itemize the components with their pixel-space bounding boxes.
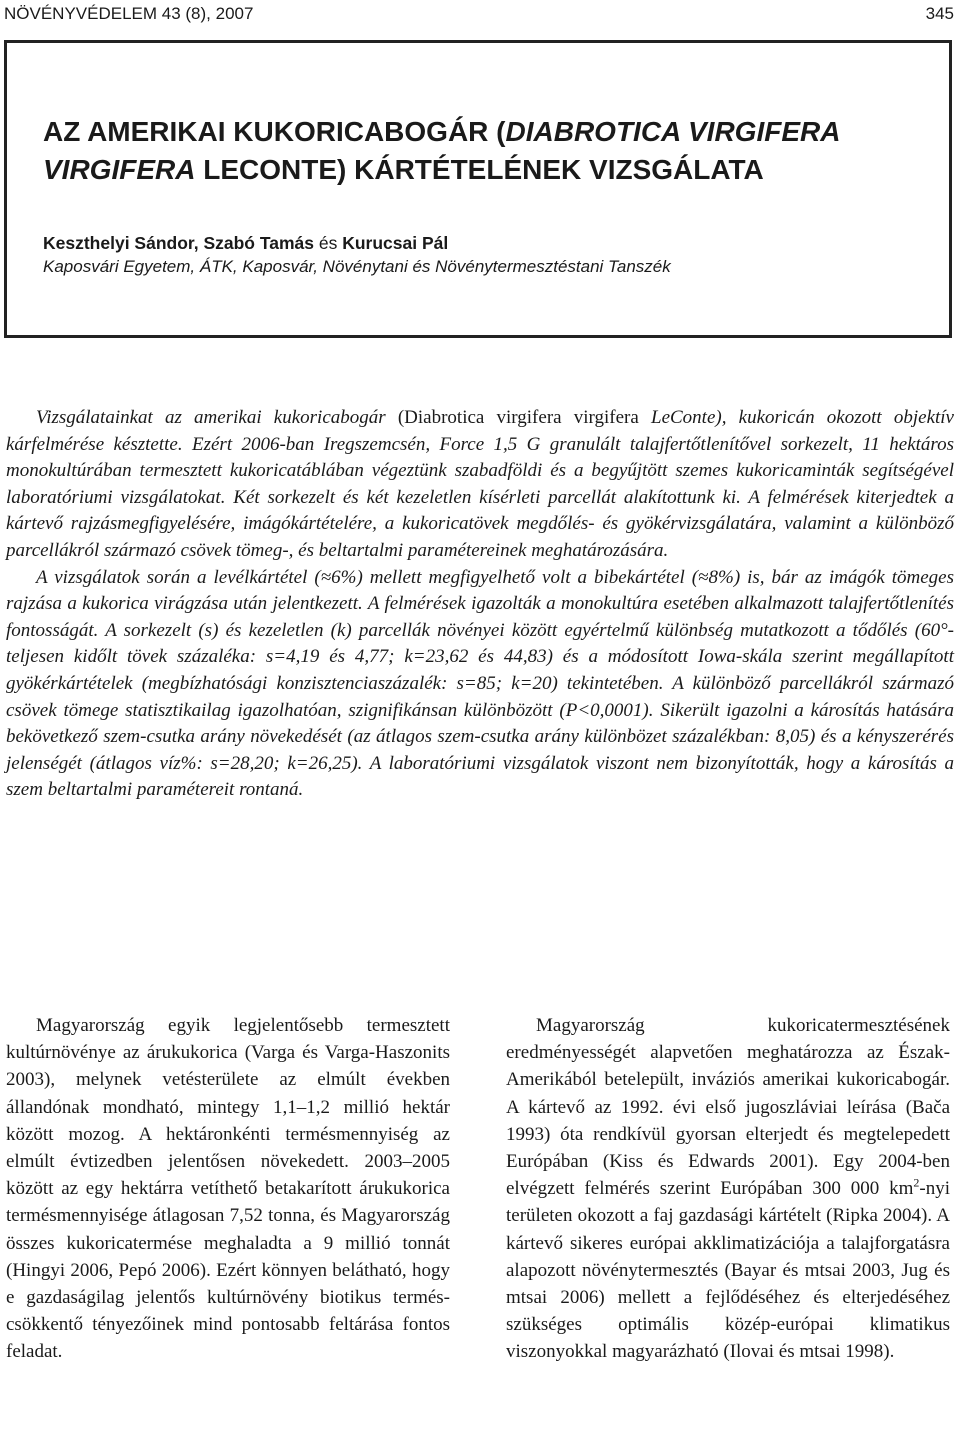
author-conjunction: és: [314, 233, 343, 253]
body-right-text-a: Magyarország kukoricatermesztésének eredményességét alapvetően meghatározza az Észak-Amerikából betelepült, inváziós amerikai kukoricabogár. A kártevő az 1992. évi első jugoszláviai leírása (Bača 1993) óta rendkívül gyorsan elterjedt és megtelepedett Európában (Kiss és Edwards 2001). Egy 2004-ben elvégzett felmérés szerint Európában 300 000 km: [506, 1015, 950, 1200]
affiliation: Kaposvári Egyetem, ÁTK, Kaposvár, Növénytani és Növénytermesztéstani Tanszék: [43, 257, 671, 276]
article-title: [43, 113, 923, 189]
journal-citation: NÖVÉNYVÉDELEM 43 (8), 2007: [4, 4, 254, 23]
abstract-p1-e: Ezért 2006-ban Iregszemcsén, Force 1,5 G granulált talajfertőtlenítővel sorkezelt, 11 hektáros monokultúrában termesztett kukoricatáblában végeztünk szabadföldi és a begyűjtött szemes kukoricaminták segítségével laboratóriumi vizsgálatokat. Két sorkezelt és két kezeletlen kísérleti parcellát alakítottunk ki. A felmérések kiterjedtek a kártevő rajzásmegfigyelésére, imágókártételére, a kukoricatövek megdőlés- és gyökérvizsgálatára, valamint a különböző parcellákról származó csövek tömeg-, és beltartalmi paramétereinek meghatározására.: [6, 433, 954, 561]
body-column-left: [6, 1012, 450, 1366]
abstract-p1-a: Vizsgálatainkat az amerikai kukoricabogár: [36, 407, 398, 428]
abstract: [6, 405, 954, 804]
abstract-paragraph-2: [6, 565, 954, 804]
page-number: 345: [925, 4, 954, 23]
abstract-paragraph-1: [6, 405, 954, 565]
body-right-text-b: -nyi területen okozott a faj gazdasági kártételt (Ripka 2004). A kártevő sikeres európai akklimatizációja a talajforgatásra alapozott növénytermesztés (Bayar és mtsai 2003, Jug és mtsai 2006) mellett a fejlődéséhez és elterjedéséhez szükséges optimális közép-európai klimatikus viszonyokkal magyarázható (Ilovai és mtsai 1998).: [506, 1178, 950, 1363]
body-paragraph-right: [506, 1012, 950, 1366]
body-paragraph-left: [6, 1012, 450, 1366]
author-name-last: Kurucsai Pál: [342, 233, 449, 253]
abstract-species-name: (Diabrotica virgifera virgifera: [397, 407, 651, 428]
author-names: Keszthelyi Sándor, Szabó Tamás: [43, 233, 315, 253]
abstract-p2-text: A vizsgálatok során a levélkártétel (≈6%) mellett megfigyelhető volt a bibekártétel (≈8%) is, bár az imágók tömeges rajzása a kukorica virágzása után jelentkezett. A felmérések igazolták a monokultúra esetében alkalmazott talajfertőtlenítés fontosságát. A sorkezelt (s) és kezeletlen (k) parcellák növényei között egyértelmű különbség mutatkozott a tődőlés (60°-teljesen kidőlt tövek százaléka: s=4,19 és 4,77; k=23,62 és 44,83) és a módosított Iowa-skála szerint megállapított gyökérkártételek (megbízhatósági konzisztenciaszázalék: s=85; k=20) tekintetében. A különböző parcellákról származó csövek tömege statisztikailag igazolhatóan, szignifikánsan különbözött (P<0,0001). Sikerült igazolni a károsítás hatására bekövetkező szem-csutka arány növekedését (az átlagos szem-csutka arány különbözet százalékban: 8,05) és a kényszerérés jelenségét (átlagos víz%: s=28,20; k=26,25). A laboratóriumi vizsgálatok viszont nem bizonyították, hogy a károsítás a szem beltartalmi paramétereit rontaná.: [6, 566, 954, 801]
abstract-species-author: LeConte: [651, 407, 716, 428]
title-line2-plain: LECONTE) KÁRTÉTELÉNEK VIZSGÁLATA: [195, 154, 764, 185]
body-left-text: Magyarország egyik legjelentősebb termesztett kultúrnövénye az árukukorica (Varga és Varga-Haszonits 2003), melynek vetésterülete az elmúlt években állandónak mondható, mintegy 1,1–1,2 millió hektár között mozog. A hektáronkénti termésmennyiség az elmúlt évtizedben jelentősen növekedett. 2003–2005 között az egy hektárra vetíthető betakarított árukukorica termésmennyisége átlagosan 7,52 tonna, és Magyarország összes kukoricatermése meghaladta a 9 millió tonnát (Hingyi 2006, Pepó 2006). Ezért könnyen belátható, hogy e gazdaságilag jelentős kultúrnövény biotikus termés-csökkentő tényezőinek mind pontosabb feltárása fontos feladat.: [6, 1015, 450, 1363]
title-line1-italic: DIABROTICA VIRGIFERA: [505, 116, 841, 147]
superscript-2: 2: [913, 1175, 920, 1190]
author-list: [43, 231, 448, 255]
abstract-p1-d: ), kukoricán okozott objektív kárfelmérése késztette.: [6, 407, 954, 455]
title-box: [4, 40, 952, 338]
body-column-right: [506, 1012, 950, 1366]
title-line1-plain: AZ AMERIKAI KUKORICABOGÁR (: [43, 116, 506, 147]
title-line2-italic: VIRGIFERA: [43, 154, 196, 185]
running-header: [4, 4, 954, 30]
